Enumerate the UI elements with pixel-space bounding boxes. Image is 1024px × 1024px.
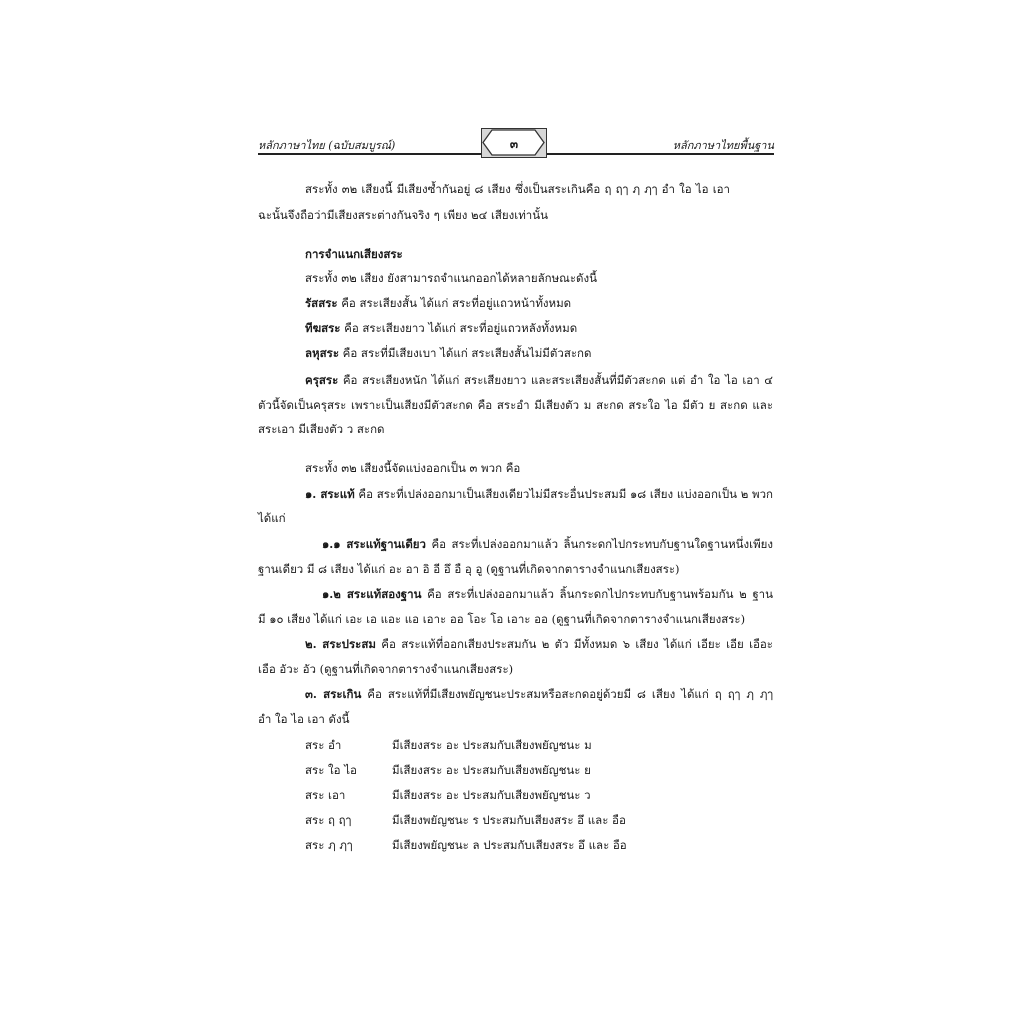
definition-text: คือ สระเสียงยาว ได้แก่ สระที่อยู่แถวหลังทั้งหมด xyxy=(340,321,578,335)
section-intro: สระทั้ง ๓๒ เสียง ยังสามารถจำแนกออกได้หลายลักษณะดังนี้ xyxy=(305,271,597,285)
page-number: ๓ xyxy=(509,137,519,151)
term-pure-vowel: ๑. สระแท้ xyxy=(305,487,355,501)
term-rassa-sara: รัสสระ xyxy=(305,296,338,310)
single-base-vowel-line-2: ฐานเดียว มี ๘ เสียง ได้แก่ อะ อา อิ อี อึ อื อุ อู (ดูฐานที่เกิดจากตารางจำแนกเสียงสระ) xyxy=(258,562,680,576)
term-khru-sara: ครุสระ xyxy=(305,373,339,387)
vowel-description: มีเสียงสระ อะ ประสมกับเสียงพยัญชนะ ย xyxy=(392,763,591,777)
vowel-name: สระ เอา xyxy=(305,788,346,802)
intro-line-1: สระทั้ง ๓๒ เสียงนี้ มีเสียงซ้ำกันอยู่ ๘ เสียง ซึ่งเป็นสระเกินคือ ฤ ฤๅ ฦ ฦๅ อำ ใอ ไอ เอา xyxy=(305,182,730,196)
header-book-title: หลักภาษาไทย (ฉบับสมบูรณ์) xyxy=(258,139,396,152)
khru-sara-line-3: สระเอา มีเสียงตัว ว สะกด xyxy=(258,422,385,436)
vowel-name: สระ อำ xyxy=(305,738,342,752)
definition-text: คือ สระเสียงหนัก ได้แก่ สระเสียงยาว และสระเสียงสั้นที่มีตัวสะกด แต่ อำ ใอ ไอ เอา ๔ xyxy=(338,373,773,387)
vowel-name: สระ ฦ ฦๅ xyxy=(305,838,353,852)
term-extra-vowel: ๓. สระเกิน xyxy=(305,687,362,701)
vowel-description: มีเสียงพยัญชนะ ร ประสมกับเสียงสระ อึ และ อือ xyxy=(392,813,626,827)
paragraph-text: คือ สระแท้ที่มีเสียงพยัญชนะประสมหรือสะกดอยู่ด้วยมี ๘ เสียง ได้แก่ ฤ ฤๅ ฦ ฦๅ xyxy=(361,687,773,701)
pure-vowel-paragraph xyxy=(305,486,773,502)
term-diphthong: ๒. สระประสม xyxy=(305,637,376,651)
classification-intro: สระทั้ง ๓๒ เสียงนี้จัดแบ่งออกเป็น ๓ พวก คือ xyxy=(305,461,521,475)
term-single-base-vowel: ๑.๑ สระแท้ฐานเดียว xyxy=(322,537,427,551)
single-base-vowel-paragraph xyxy=(322,536,773,552)
vowel-name: สระ ใอ ไอ xyxy=(305,763,357,777)
paragraph-text: คือ สระที่เปล่งออกมาแล้ว ลิ้นกระดกไปกระทบกับฐานพร้อมกัน ๒ ฐาน xyxy=(421,587,773,601)
paragraph-text: คือ สระที่เปล่งออกมาแล้ว ลิ้นกระดกไปกระทบกับฐานใดฐานหนึ่งเพียง xyxy=(426,537,773,551)
header-subject-title: หลักภาษาไทยพื้นฐาน xyxy=(672,139,774,152)
definition-text: คือ สระที่มีเสียงเบา ได้แก่ สระเสียงสั้นไม่มีตัวสะกด xyxy=(339,346,592,360)
definition-rassa-sara xyxy=(305,295,571,311)
definition-text: คือ สระเสียงสั้น ได้แก่ สระที่อยู่แถวหน้าทั้งหมด xyxy=(337,296,572,310)
khru-sara-line-2: ตัวนี้จัดเป็นครุสระ เพราะเป็นเสียงมีตัวสะกด คือ สระอำ มีเสียงตัว ม สะกด สระใอ ไอ มีตัว ย สะกด และ xyxy=(258,398,773,412)
double-base-vowel-paragraph xyxy=(322,586,773,602)
term-thikha-sara: ทีฆสระ xyxy=(305,321,341,335)
page-number-box xyxy=(481,128,547,158)
page-header xyxy=(258,128,774,160)
vowel-description: มีเสียงสระ อะ ประสมกับเสียงพยัญชนะ ว xyxy=(392,788,591,802)
intro-line-2: ฉะนั้นจึงถือว่ามีเสียงสระต่างกันจริง ๆ เพียง ๒๔ เสียงเท่านั้น xyxy=(258,208,548,222)
pure-vowel-line-2: ได้แก่ xyxy=(258,511,286,525)
definition-khru-sara xyxy=(305,372,773,388)
section-heading: การจำแนกเสียงสระ xyxy=(305,247,403,261)
term-double-base-vowel: ๑.๒ สระแท้สองฐาน xyxy=(322,587,422,601)
vowel-description: มีเสียงสระ อะ ประสมกับเสียงพยัญชนะ ม xyxy=(392,738,592,752)
diphthong-paragraph xyxy=(305,636,773,652)
extra-vowel-line-2: อำ ใอ ไอ เอา ดังนี้ xyxy=(258,712,350,726)
definition-lahu-sara xyxy=(305,345,591,361)
vowel-name: สระ ฤ ฤๅ xyxy=(305,813,352,827)
paragraph-text: คือ สระแท้ที่ออกเสียงประสมกัน ๒ ตัว มีทั้งหมด ๖ เสียง ได้แก่ เอียะ เอีย เอือะ xyxy=(375,637,773,651)
paragraph-text: คือ สระที่เปล่งออกมาเป็นเสียงเดียวไม่มีสระอื่นประสมมี ๑๘ เสียง แบ่งออกเป็น ๒ พวก xyxy=(354,487,773,501)
double-base-vowel-line-2: มี ๑๐ เสียง ได้แก่ เอะ เอ แอะ แอ เอาะ ออ โอะ โอ เอาะ ออ (ดูฐานที่เกิดจากตารางจำแนกเสียงสระ) xyxy=(258,612,746,626)
diphthong-line-2: เอือ อัวะ อัว (ดูฐานที่เกิดจากตารางจำแนกเสียงสระ) xyxy=(258,662,514,676)
term-lahu-sara: ลหุสระ xyxy=(305,346,340,360)
extra-vowel-paragraph xyxy=(305,686,773,702)
definition-thikha-sara xyxy=(305,320,577,336)
vowel-description: มีเสียงพยัญชนะ ล ประสมกับเสียงสระ อึ และ อือ xyxy=(392,838,627,852)
